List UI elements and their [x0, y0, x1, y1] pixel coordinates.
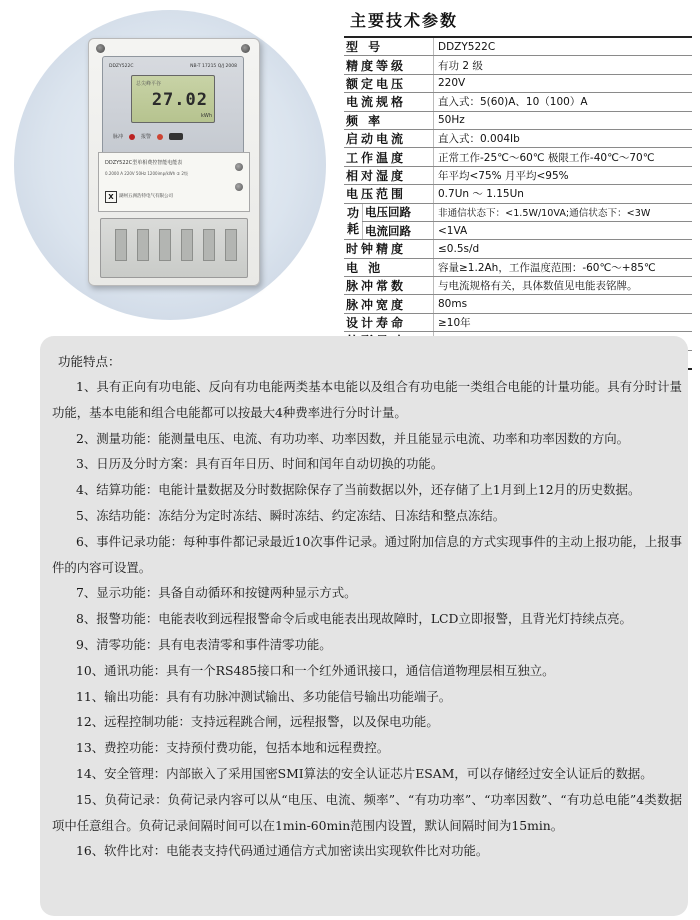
alarm-led-icon [157, 134, 163, 140]
spec-value: 直入式：0.004Ib [434, 129, 693, 147]
spec-row [344, 313, 692, 331]
spec-label: 脉冲宽度 [344, 295, 434, 313]
spec-row-power-voltage [344, 203, 692, 221]
spec-label: 设计寿命 [344, 313, 434, 331]
feature-item: 2、测量功能：能测量电压、电流、有功功率、功率因数，并且能显示电流、功率和功率因数的方向。 [76, 430, 630, 446]
spec-label: 相对湿度 [344, 166, 434, 184]
spec-row [344, 56, 692, 74]
spec-row [344, 93, 692, 111]
spec-row [344, 185, 692, 203]
pulse-label: 脉冲 [113, 134, 124, 140]
meter-header-left: DDZY522C [109, 63, 134, 69]
lcd-display [131, 75, 215, 123]
spec-label: 电 池 [344, 258, 434, 276]
spec-row [344, 74, 692, 92]
spec-table [344, 36, 692, 370]
spec-label: 型 号 [344, 37, 434, 56]
spec-value: DDZY522C [434, 37, 693, 56]
feature-item: 11、输出功能：具有有功脉冲测试输出、多功能信号输出功能端子。 [76, 688, 452, 704]
spec-row [344, 129, 692, 147]
spec-row [344, 148, 692, 166]
spec-row-power-current [344, 221, 692, 239]
feature-item: 12、远程控制功能：支持远程跳合闸，远程报警，以及保电功能。 [76, 714, 439, 730]
feature-item: 13、费控功能：支持预付费功能，包括本地和远程费控。 [76, 740, 390, 756]
spec-row [344, 240, 692, 258]
spec-value: 80ms [434, 295, 693, 313]
spec-value: 直入式：5(60)A、10（100）A [434, 93, 693, 111]
feature-item: 15、负荷记录：负荷记录内容可以从“电压、电流、频率”、“有功功率”、“功率因数”、“有功总电能”4类数据项中任意组合。负荷记录间隔时间可以在1min-60min范围内设置，默认间隔时间为15min。 [52, 791, 682, 833]
meter-window [102, 56, 244, 166]
spec-row [344, 295, 692, 313]
spec-label: 频 率 [344, 111, 434, 129]
feature-item: 3、日历及分时方案：具有百年日历、时间和闰年自动切换的功能。 [76, 456, 444, 472]
spec-value: 220V [434, 74, 693, 92]
features-list [52, 374, 682, 864]
spec-row [344, 166, 692, 184]
features-heading: 功能特点： [58, 354, 121, 369]
spec-row [344, 37, 692, 56]
spec-value: 50Hz [434, 111, 693, 129]
meter-header-right: NB-T 17215 Q/J 2008 [190, 63, 237, 69]
meter-header-strip [109, 61, 237, 71]
spec-title: 主要技术参数 [350, 11, 459, 30]
spec-label: 精度等级 [344, 56, 434, 74]
lcd-unit: kWh [200, 113, 212, 119]
voltage-circuit-label: 电压回路 [363, 203, 434, 221]
nameplate-maker: 湖州五洲浩特电气有限公司 [119, 194, 173, 199]
power-label [344, 203, 363, 240]
feature-item: 9、清零功能：具有电表清零和事件清零功能。 [76, 636, 332, 652]
spec-label: 脉冲常数 [344, 277, 434, 295]
nameplate-spec: 0.2000 A 220V 50Hz 1200imp/kWh ② 2级 [105, 171, 188, 176]
feature-item: 16、软件比对：电能表支持代码通过通信方式加密读出实现软件比对功能。 [76, 843, 489, 859]
terminal-slot [203, 229, 215, 261]
spec-label: 时钟精度 [344, 240, 434, 258]
spec-value: ≥10年 [434, 313, 693, 331]
electric-meter-image [88, 38, 258, 284]
power-label-top: 功 [346, 206, 359, 221]
terminal-slot [115, 229, 127, 261]
feature-item: 4、结算功能：电能计量数据及分时数据除保存了当前数据以外，还存储了上1月到上12月的历史数据。 [76, 482, 641, 498]
feature-item: 1、具有正向有功电能、反向有功电能两类基本电能以及组合有功电能一类组合电能的计量功能。具有分时计量功能，基本电能和组合电能都可以按最大4种费率进行分时计量。 [52, 379, 682, 420]
spec-label: 电流规格 [344, 93, 434, 111]
nameplate-title: DDZY522C型单相费控智能电能表 [105, 160, 183, 166]
voltage-circuit-value: 非通信状态下：<1.5W/10VA;通信状态下：<3W [434, 203, 693, 221]
seal-knob-icon [235, 163, 243, 171]
spec-value: 年平均<75% 月平均<95% [434, 166, 693, 184]
spec-value: ≤0.5s/d [434, 240, 693, 258]
feature-item: 5、冻结功能：冻结分为定时冻结、瞬时冻结、约定冻结、日冻结和整点冻结。 [76, 507, 506, 523]
lcd-reading: 27.02 [151, 90, 208, 110]
meter-nameplate [98, 152, 250, 212]
current-circuit-label: 电流回路 [363, 221, 434, 239]
spec-value: 与电流规格有关，具体数值见电能表铭牌。 [434, 277, 693, 295]
pulse-led-icon [129, 134, 135, 140]
spec-label: 启动电流 [344, 129, 434, 147]
meter-screw [96, 44, 105, 53]
features-panel [40, 336, 688, 916]
spec-label: 电压范围 [344, 185, 434, 203]
terminal-slot [137, 229, 149, 261]
power-label-bottom: 耗 [346, 222, 359, 237]
meter-button-icon [169, 133, 183, 140]
terminal-slot [181, 229, 193, 261]
terminal-slot [225, 229, 237, 261]
current-circuit-value: <1VA [434, 221, 693, 239]
lcd-indicators: 总尖峰平谷 [136, 81, 162, 87]
terminal-block [100, 218, 248, 278]
feature-item: 8、报警功能：电能表收到远程报警命令后或电能表出现故障时，LCD立即报警，且背光灯持续点亮。 [76, 611, 632, 627]
feature-item: 10、通讯功能：具有一个RS485接口和一个红外通讯接口，通信信道物理层相互独立。 [76, 662, 555, 678]
terminal-slot [159, 229, 171, 261]
spec-row [344, 258, 692, 276]
brand-logo-icon: X [105, 191, 117, 203]
spec-value: 正常工作-25℃～60℃ 极限工作-40℃～70℃ [434, 148, 693, 166]
feature-item: 6、事件记录功能：每种事件都记录最近10次事件记录。通过附加信息的方式实现事件的主动上报功能，上报事件的内容可设置。 [52, 533, 683, 575]
spec-label: 额定电压 [344, 74, 434, 92]
alarm-label: 报警 [141, 134, 152, 140]
spec-value: 有功 2 级 [434, 56, 693, 74]
spec-row [344, 111, 692, 129]
spec-value: 0.7Un ～ 1.15Un [434, 185, 693, 203]
spec-row [344, 277, 692, 295]
spec-value: 容量≥1.2Ah，工作温度范围：-60℃～+85℃ [434, 258, 693, 276]
feature-item: 7、显示功能：具备自动循环和按键两种显示方式。 [76, 585, 357, 601]
feature-item: 14、安全管理：内部嵌入了采用国密SMI算法的安全认证芯片ESAM，可以存储经过安全认证后的数据。 [76, 765, 653, 781]
meter-screw [241, 44, 250, 53]
seal-knob-icon [235, 183, 243, 191]
spec-label: 工作温度 [344, 148, 434, 166]
indicator-row [113, 133, 233, 140]
